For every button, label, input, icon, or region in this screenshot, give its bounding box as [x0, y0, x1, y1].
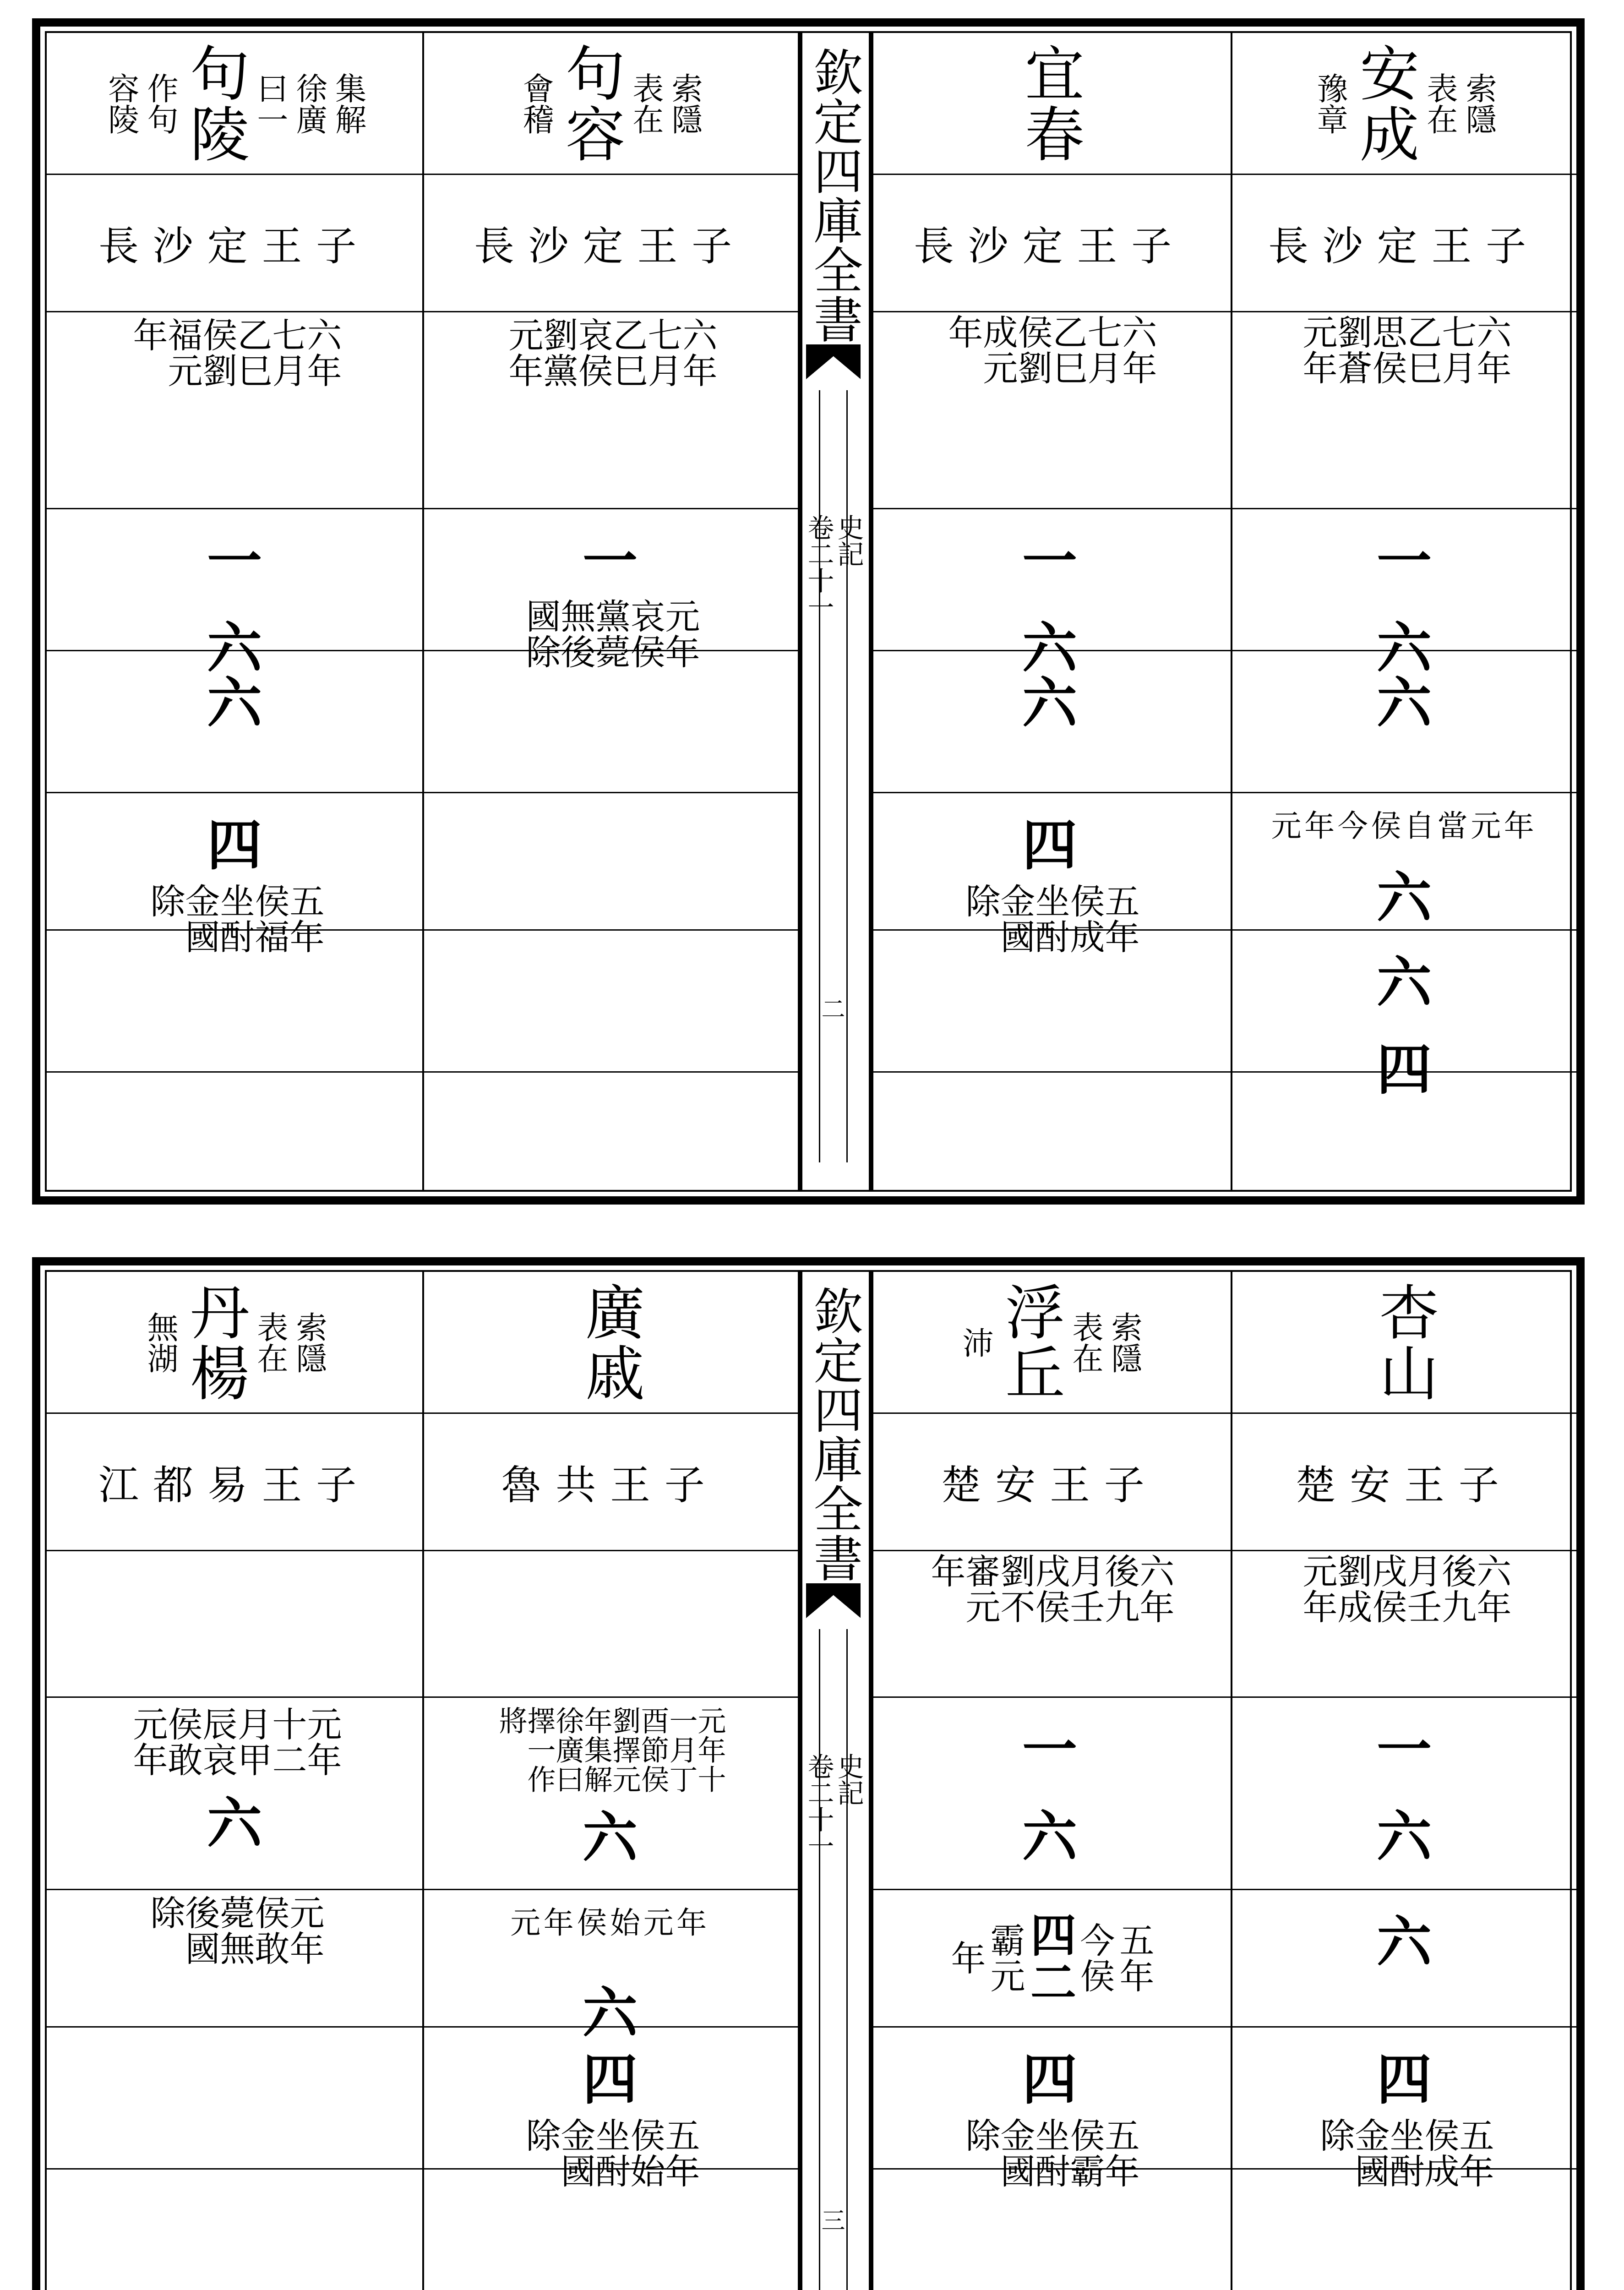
cell-line: 五年: [284, 883, 325, 955]
king-row: [869, 175, 1231, 312]
cell-line: 坐酎: [1030, 2117, 1070, 2189]
cell-line: 坐酎: [590, 2117, 631, 2189]
cell-line: 劉蒼: [1332, 314, 1373, 386]
row-7: [1231, 2170, 1578, 2290]
fish-tail-mark-icon: [806, 344, 861, 381]
bottom-col-2: [422, 1272, 802, 2290]
cell-line: 成元: [977, 314, 1018, 386]
volume-label: 史記: [833, 514, 864, 567]
count: 一: [1022, 529, 1077, 594]
count: 一: [583, 529, 638, 594]
count: 一: [1377, 1718, 1432, 1782]
volume-label: 史記: [833, 1753, 864, 1806]
cell-line: 戌侯: [1030, 1553, 1070, 1625]
note: 集解: [330, 72, 366, 135]
chapter-label: 卷二十一: [803, 514, 834, 620]
chapter-label: 卷二十一: [803, 1753, 834, 1859]
row-7: [869, 931, 1231, 1073]
cell-line: 劉成: [1332, 1553, 1373, 1625]
cell-line: 侯始: [625, 2117, 665, 2189]
cell-line: 元年侯始元年: [510, 1905, 710, 1941]
cell-line: 國除: [520, 598, 561, 670]
cell-line: 年: [127, 317, 168, 353]
row-6: [422, 793, 798, 931]
king-row: [422, 1414, 798, 1551]
count: 六: [1377, 1805, 1432, 1869]
cell-line: 哀侯: [625, 598, 665, 670]
cell-line: 元年: [301, 1706, 342, 1778]
count: 四: [207, 813, 262, 878]
year-row: [869, 1551, 1231, 1698]
bottom-col-1: [47, 1272, 424, 2290]
note: 豫章: [1312, 72, 1348, 135]
year-row: [47, 312, 422, 509]
cell-line: 元年: [659, 598, 700, 670]
name-row: [47, 1272, 422, 1414]
row-4: [47, 1698, 422, 1890]
count: 六: [1022, 671, 1077, 736]
row-7: [1231, 931, 1578, 1102]
row-5: [869, 1890, 1231, 2028]
cell-line: 七月: [1082, 314, 1123, 386]
count: 六: [1377, 671, 1432, 736]
cell-line: 元年: [503, 317, 544, 389]
count: 六: [583, 1981, 638, 2045]
count: 六: [1022, 616, 1077, 681]
count: 一: [1022, 1718, 1077, 1782]
count: 四: [1377, 1037, 1432, 1102]
cell-line: 七月: [1436, 314, 1477, 386]
spine-rule: [819, 1629, 848, 2290]
cell-line: 元年今侯自當元年: [1271, 808, 1537, 844]
cell-line: 金國: [1349, 2117, 1390, 2189]
king-row: [869, 1414, 1231, 1551]
row-7: [869, 2170, 1231, 2290]
king-row: [47, 1414, 422, 1551]
cell-line: 六年: [677, 317, 718, 389]
cell-line: 坐酎: [1384, 2117, 1425, 2189]
king-name: 魯共王子: [501, 1461, 719, 1509]
cell-line: 月壬: [1401, 1553, 1442, 1625]
count: 六: [1377, 950, 1432, 1015]
cell-line: 薨無: [214, 1895, 255, 1967]
cell-line: 乙巳: [232, 317, 272, 389]
count: 一: [1377, 529, 1432, 594]
cell-line: 徐廣曰: [551, 1706, 584, 1794]
row-5: [47, 1890, 422, 2028]
cell-line: 年: [943, 314, 983, 350]
bottom-col-3: [869, 1272, 1232, 2290]
cell-line: 金國: [995, 2117, 1035, 2189]
row-4: [422, 1698, 798, 1890]
bottom-page: [32, 1257, 1585, 2290]
row-4: [869, 509, 1231, 681]
spine: [798, 33, 873, 1190]
note: 曰一: [251, 72, 288, 135]
cell-line: 乙巳: [1047, 314, 1088, 386]
cell-line: 六年: [1134, 1553, 1175, 1625]
row-6: [422, 2028, 798, 2189]
row-4: [47, 509, 422, 681]
name-row: [422, 1272, 798, 1414]
page-number: 二: [821, 996, 845, 1024]
cell-line: 無後: [555, 598, 596, 670]
name-row: [422, 33, 798, 175]
page-number: 三: [821, 2208, 845, 2235]
row-6: [47, 793, 422, 955]
cell-line: 侯劉: [1012, 314, 1053, 386]
count: 六: [207, 671, 262, 736]
cell-line: 劉不: [995, 1553, 1035, 1625]
row-7: [422, 2170, 798, 2290]
cell-line: 十二: [267, 1706, 307, 1778]
cell-line: 金國: [180, 883, 220, 955]
row-5: [1231, 651, 1578, 793]
row-5: [422, 651, 798, 793]
cell-line: 年: [945, 1940, 986, 1976]
cell-line: 後九: [1436, 1553, 1477, 1625]
row-4: [1231, 1698, 1578, 1890]
spine: [798, 1272, 873, 2290]
cell-line: 五年: [1099, 883, 1140, 955]
count: 六: [1377, 1910, 1432, 1974]
row-6: [869, 793, 1231, 955]
year-row: [422, 312, 798, 509]
cell-line: 哀侯: [572, 317, 613, 389]
king-name: 楚安王子: [1295, 1461, 1513, 1509]
cell-line: 侯成: [1419, 2117, 1460, 2189]
row-6: [1231, 793, 1578, 931]
cell-line: 擇一作: [523, 1706, 556, 1794]
row-6: [1231, 2028, 1578, 2189]
cell-line: 元年: [1297, 1553, 1338, 1625]
cell-line: 後九: [1099, 1553, 1140, 1625]
row-7: [422, 931, 798, 1073]
cell-line: 酉節侯: [636, 1706, 670, 1794]
note: 沛: [957, 1326, 994, 1358]
cell-line: 審元: [960, 1553, 1001, 1625]
cell-line: 元年十: [693, 1706, 726, 1794]
count: 四: [1022, 2047, 1077, 2112]
row-4: [869, 1698, 1231, 1890]
note: 表在: [1067, 1311, 1103, 1374]
note: 作句: [142, 72, 179, 135]
cell-line: 思侯: [1367, 314, 1407, 386]
cell-line: 五年: [1114, 1922, 1155, 1994]
row-5: [1231, 1890, 1578, 2028]
row-6: [47, 2028, 422, 2170]
king-name: 長沙定王子: [1268, 222, 1540, 270]
book-title: 欽定四庫全書: [805, 1286, 862, 1582]
year-row: [1231, 1551, 1578, 1698]
king-name: 長沙定王子: [474, 222, 746, 270]
count: 六: [207, 1791, 262, 1856]
cell-line: 乙巳: [1401, 314, 1442, 386]
king-name: 長沙定王子: [913, 222, 1186, 270]
cell-line: 將: [494, 1706, 528, 1735]
row-5: [422, 1890, 798, 2045]
king-row: [422, 175, 798, 312]
cell-line: 辰哀: [197, 1706, 238, 1778]
note: 表在: [627, 72, 664, 135]
cell-line: 六年: [1471, 314, 1512, 386]
note: 索隱: [1461, 72, 1497, 135]
cell-line: 侯敢: [249, 1895, 290, 1967]
row-5: [47, 651, 422, 793]
row-7: [47, 2170, 422, 2290]
cell-line: 侯福: [249, 883, 290, 955]
bottom-page-grid: [47, 1272, 1570, 2290]
cell-line: 戌侯: [1367, 1553, 1407, 1625]
cell-line: 金國: [995, 883, 1035, 955]
count: 四: [1022, 813, 1077, 878]
count: 四二: [1023, 1911, 1077, 2006]
cell-line: 霸元: [985, 1922, 1025, 1994]
cell-line: 除: [1314, 2117, 1355, 2154]
king-name: 江都易王子: [98, 1461, 371, 1509]
cell-line: 五年: [659, 2117, 700, 2189]
count: 四: [1377, 2047, 1432, 2112]
note: 索隱: [666, 72, 703, 135]
count: 一: [207, 529, 262, 594]
row-4: [422, 509, 798, 670]
top-col-2: [422, 33, 802, 1190]
cell-line: 元年: [284, 1895, 325, 1967]
cell-line: 七月: [642, 317, 683, 389]
cell-line: 六年: [301, 317, 342, 389]
cell-line: 除: [520, 2117, 561, 2154]
cell-line: 乙巳: [607, 317, 648, 389]
row-4: [1231, 509, 1578, 681]
top-page-grid: [47, 33, 1570, 1190]
cell-line: 今侯: [1074, 1922, 1115, 1994]
fief-name: 句陵: [180, 42, 250, 164]
fief-name: 句容: [556, 42, 626, 164]
cell-line: 六年: [1117, 314, 1157, 386]
cell-line: 年集解: [579, 1706, 613, 1794]
cell-line: 坐酎: [1030, 883, 1070, 955]
name-row: [869, 33, 1231, 175]
king-row: [47, 175, 422, 312]
note: 徐廣: [291, 72, 327, 135]
cell-line: 侯成: [1064, 883, 1105, 955]
name-row: [47, 33, 422, 175]
year-row: [47, 1551, 422, 1698]
top-page: [32, 18, 1585, 1205]
count: 六: [1377, 616, 1432, 681]
cell-line: 年: [925, 1553, 966, 1589]
note: 表在: [1421, 72, 1458, 135]
fief-name: 杏山: [1369, 1281, 1439, 1403]
note: 無湖: [142, 1311, 179, 1374]
fief-name: 浮丘: [995, 1281, 1065, 1403]
cell-line: 侯劉: [197, 317, 238, 389]
row-5: [869, 651, 1231, 793]
king-row: [1231, 175, 1578, 312]
cell-line: 除: [960, 883, 1001, 919]
cell-line: 劉黨: [538, 317, 578, 389]
note: 索隱: [1106, 1311, 1143, 1374]
cell-line: 坐酎: [214, 883, 255, 955]
count: 四: [583, 2047, 638, 2112]
fief-name: 宜春: [1015, 42, 1085, 164]
fief-name: 丹楊: [180, 1281, 250, 1403]
cell-line: 侯敢: [162, 1706, 203, 1778]
name-row: [1231, 33, 1578, 175]
king-name: 楚安王子: [941, 1461, 1159, 1509]
note: 會稽: [518, 72, 554, 135]
count: 六: [583, 1805, 638, 1870]
cell-line: 黨薨: [590, 598, 631, 670]
cell-line: 五年: [1099, 2117, 1140, 2189]
cell-line: 福元: [162, 317, 203, 389]
count: 六: [207, 616, 262, 681]
cell-line: 七月: [267, 317, 307, 389]
note: 容陵: [103, 72, 139, 135]
cell-line: 月甲: [232, 1706, 272, 1778]
cell-line: 劉擇元: [608, 1706, 641, 1794]
year-row: [869, 312, 1231, 509]
king-name: 長沙定王子: [98, 222, 371, 270]
cell-line: 元年: [127, 1706, 168, 1778]
king-row: [1231, 1414, 1578, 1551]
name-row: [869, 1272, 1231, 1414]
cell-line: 除: [145, 1895, 185, 1931]
count: 六: [1377, 866, 1432, 930]
book-title: 欽定四庫全書: [805, 47, 862, 344]
cell-line: 金國: [555, 2117, 596, 2189]
note: 表在: [251, 1311, 288, 1374]
top-col-1: [47, 33, 424, 1190]
year-row: [422, 1551, 798, 1698]
spine-rule: [819, 390, 848, 1162]
cell-line: 月壬: [1064, 1553, 1105, 1625]
cell-line: 一月丁: [665, 1706, 698, 1794]
fief-name: 安成: [1350, 42, 1420, 164]
row-7: [47, 931, 422, 1073]
top-col-3: [869, 33, 1232, 1190]
year-row: [1231, 312, 1578, 509]
cell-line: 五年: [1454, 2117, 1494, 2189]
cell-line: 元年: [1297, 314, 1338, 386]
cell-line: 後國: [180, 1895, 220, 1967]
cell-line: 除: [145, 883, 185, 919]
cell-line: 六年: [1471, 1553, 1512, 1625]
fish-tail-mark-icon: [806, 1583, 861, 1620]
fief-name: 廣戚: [575, 1281, 645, 1403]
cell-line: 除: [960, 2117, 1001, 2154]
note: 索隱: [291, 1311, 327, 1374]
row-6: [869, 2028, 1231, 2189]
bottom-col-4: [1231, 1272, 1578, 2290]
top-col-4: [1231, 33, 1578, 1190]
name-row: [1231, 1272, 1578, 1414]
count: 六: [1022, 1805, 1077, 1869]
cell-line: 侯霸: [1064, 2117, 1105, 2189]
